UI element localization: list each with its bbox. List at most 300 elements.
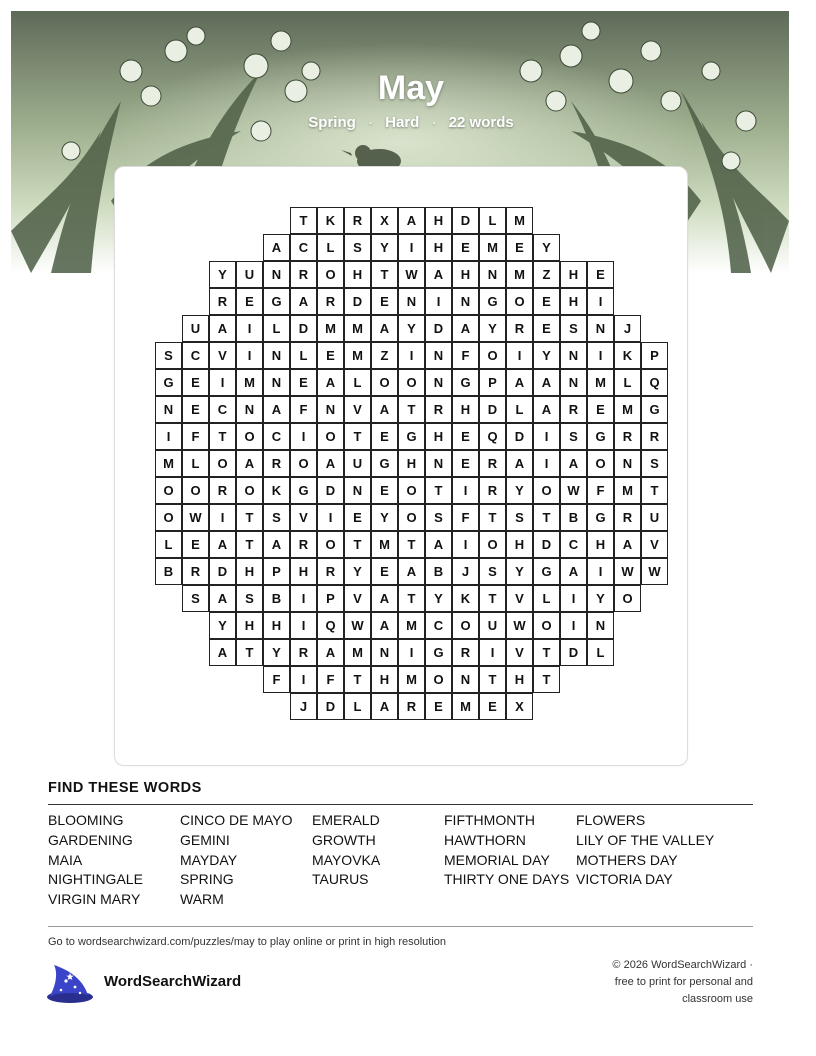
- grid-cell[interactable]: J: [614, 315, 641, 342]
- grid-cell[interactable]: A: [209, 585, 236, 612]
- grid-cell[interactable]: M: [155, 450, 182, 477]
- grid-cell[interactable]: N: [263, 369, 290, 396]
- grid-cell[interactable]: J: [452, 558, 479, 585]
- grid-cell[interactable]: H: [506, 531, 533, 558]
- grid-cell[interactable]: T: [641, 477, 668, 504]
- grid-cell[interactable]: O: [290, 450, 317, 477]
- grid-cell[interactable]: M: [506, 261, 533, 288]
- grid-cell[interactable]: A: [425, 261, 452, 288]
- grid-cell[interactable]: E: [236, 288, 263, 315]
- grid-cell[interactable]: H: [560, 261, 587, 288]
- grid-cell[interactable]: E: [317, 342, 344, 369]
- grid-cell[interactable]: G: [290, 477, 317, 504]
- grid-cell[interactable]: D: [452, 207, 479, 234]
- grid-cell[interactable]: V: [344, 585, 371, 612]
- grid-cell[interactable]: O: [236, 423, 263, 450]
- grid-cell[interactable]: N: [317, 396, 344, 423]
- grid-cell[interactable]: I: [479, 639, 506, 666]
- grid-cell[interactable]: H: [263, 612, 290, 639]
- grid-cell[interactable]: R: [479, 450, 506, 477]
- grid-cell[interactable]: S: [155, 342, 182, 369]
- grid-cell[interactable]: V: [506, 585, 533, 612]
- grid-cell[interactable]: Z: [533, 261, 560, 288]
- grid-cell[interactable]: I: [452, 477, 479, 504]
- grid-cell[interactable]: K: [317, 207, 344, 234]
- grid-cell[interactable]: T: [344, 531, 371, 558]
- grid-cell[interactable]: R: [317, 288, 344, 315]
- grid-cell[interactable]: T: [479, 585, 506, 612]
- grid-cell[interactable]: H: [344, 261, 371, 288]
- grid-cell[interactable]: R: [614, 423, 641, 450]
- grid-cell[interactable]: D: [290, 315, 317, 342]
- grid-cell[interactable]: O: [398, 504, 425, 531]
- grid-cell[interactable]: I: [290, 423, 317, 450]
- grid-cell[interactable]: S: [641, 450, 668, 477]
- grid-cell[interactable]: F: [452, 504, 479, 531]
- grid-cell[interactable]: Y: [506, 558, 533, 585]
- grid-cell[interactable]: I: [560, 585, 587, 612]
- grid-cell[interactable]: A: [452, 315, 479, 342]
- grid-cell[interactable]: A: [371, 585, 398, 612]
- grid-cell[interactable]: O: [371, 369, 398, 396]
- grid-cell[interactable]: D: [560, 639, 587, 666]
- grid-cell[interactable]: G: [587, 504, 614, 531]
- grid-cell[interactable]: O: [506, 288, 533, 315]
- grid-cell[interactable]: V: [290, 504, 317, 531]
- grid-cell[interactable]: L: [614, 369, 641, 396]
- grid-cell[interactable]: M: [614, 396, 641, 423]
- grid-cell[interactable]: R: [317, 558, 344, 585]
- grid-cell[interactable]: Q: [479, 423, 506, 450]
- grid-cell[interactable]: M: [614, 477, 641, 504]
- grid-cell[interactable]: K: [452, 585, 479, 612]
- grid-cell[interactable]: T: [533, 666, 560, 693]
- grid-cell[interactable]: I: [398, 234, 425, 261]
- grid-cell[interactable]: I: [398, 342, 425, 369]
- grid-cell[interactable]: E: [587, 396, 614, 423]
- grid-cell[interactable]: O: [236, 477, 263, 504]
- grid-cell[interactable]: T: [533, 504, 560, 531]
- grid-cell[interactable]: E: [371, 477, 398, 504]
- grid-cell[interactable]: H: [452, 396, 479, 423]
- grid-cell[interactable]: G: [533, 558, 560, 585]
- grid-cell[interactable]: H: [398, 450, 425, 477]
- grid-cell[interactable]: I: [560, 612, 587, 639]
- grid-cell[interactable]: R: [641, 423, 668, 450]
- grid-cell[interactable]: D: [506, 423, 533, 450]
- grid-cell[interactable]: E: [344, 504, 371, 531]
- grid-cell[interactable]: L: [506, 396, 533, 423]
- grid-cell[interactable]: E: [452, 234, 479, 261]
- grid-cell[interactable]: Y: [398, 315, 425, 342]
- grid-cell[interactable]: E: [290, 369, 317, 396]
- grid-cell[interactable]: G: [587, 423, 614, 450]
- grid-cell[interactable]: M: [452, 693, 479, 720]
- grid-cell[interactable]: E: [506, 234, 533, 261]
- grid-cell[interactable]: O: [155, 504, 182, 531]
- grid-cell[interactable]: L: [290, 342, 317, 369]
- grid-cell[interactable]: R: [560, 396, 587, 423]
- grid-cell[interactable]: A: [263, 234, 290, 261]
- grid-cell[interactable]: Q: [317, 612, 344, 639]
- grid-cell[interactable]: Y: [371, 504, 398, 531]
- grid-cell[interactable]: W: [398, 261, 425, 288]
- grid-cell[interactable]: N: [425, 342, 452, 369]
- grid-cell[interactable]: D: [317, 477, 344, 504]
- grid-cell[interactable]: A: [290, 288, 317, 315]
- grid-cell[interactable]: L: [344, 693, 371, 720]
- grid-cell[interactable]: G: [641, 396, 668, 423]
- grid-cell[interactable]: I: [425, 288, 452, 315]
- grid-cell[interactable]: W: [182, 504, 209, 531]
- grid-cell[interactable]: E: [452, 423, 479, 450]
- grid-cell[interactable]: N: [236, 396, 263, 423]
- grid-cell[interactable]: O: [587, 450, 614, 477]
- grid-cell[interactable]: E: [182, 396, 209, 423]
- grid-cell[interactable]: P: [263, 558, 290, 585]
- grid-cell[interactable]: D: [533, 531, 560, 558]
- grid-cell[interactable]: Z: [371, 342, 398, 369]
- grid-cell[interactable]: L: [587, 639, 614, 666]
- grid-cell[interactable]: Q: [641, 369, 668, 396]
- grid-cell[interactable]: A: [263, 396, 290, 423]
- grid-cell[interactable]: Y: [425, 585, 452, 612]
- grid-cell[interactable]: I: [209, 369, 236, 396]
- grid-cell[interactable]: O: [425, 666, 452, 693]
- grid-cell[interactable]: U: [479, 612, 506, 639]
- grid-cell[interactable]: A: [560, 450, 587, 477]
- grid-cell[interactable]: H: [236, 612, 263, 639]
- grid-cell[interactable]: N: [263, 261, 290, 288]
- grid-cell[interactable]: S: [263, 504, 290, 531]
- grid-cell[interactable]: A: [506, 450, 533, 477]
- grid-cell[interactable]: Y: [533, 342, 560, 369]
- grid-cell[interactable]: M: [398, 666, 425, 693]
- grid-cell[interactable]: Y: [209, 612, 236, 639]
- grid-cell[interactable]: O: [155, 477, 182, 504]
- grid-cell[interactable]: L: [155, 531, 182, 558]
- grid-cell[interactable]: S: [425, 504, 452, 531]
- grid-cell[interactable]: N: [587, 315, 614, 342]
- grid-cell[interactable]: O: [533, 477, 560, 504]
- grid-cell[interactable]: T: [209, 423, 236, 450]
- grid-cell[interactable]: L: [479, 207, 506, 234]
- grid-cell[interactable]: R: [263, 450, 290, 477]
- grid-cell[interactable]: B: [560, 504, 587, 531]
- grid-cell[interactable]: I: [533, 450, 560, 477]
- grid-cell[interactable]: E: [533, 315, 560, 342]
- grid-cell[interactable]: A: [317, 369, 344, 396]
- grid-cell[interactable]: M: [587, 369, 614, 396]
- grid-cell[interactable]: O: [452, 612, 479, 639]
- grid-cell[interactable]: W: [560, 477, 587, 504]
- grid-cell[interactable]: M: [371, 531, 398, 558]
- grid-cell[interactable]: A: [506, 369, 533, 396]
- grid-cell[interactable]: Y: [506, 477, 533, 504]
- grid-cell[interactable]: N: [560, 369, 587, 396]
- grid-cell[interactable]: R: [290, 261, 317, 288]
- grid-cell[interactable]: H: [236, 558, 263, 585]
- grid-cell[interactable]: I: [452, 531, 479, 558]
- grid-cell[interactable]: O: [614, 585, 641, 612]
- grid-cell[interactable]: A: [209, 531, 236, 558]
- grid-cell[interactable]: R: [209, 288, 236, 315]
- grid-cell[interactable]: M: [344, 315, 371, 342]
- grid-cell[interactable]: H: [587, 531, 614, 558]
- grid-cell[interactable]: N: [452, 288, 479, 315]
- grid-cell[interactable]: C: [263, 423, 290, 450]
- grid-cell[interactable]: A: [533, 396, 560, 423]
- grid-cell[interactable]: I: [209, 504, 236, 531]
- grid-cell[interactable]: L: [317, 234, 344, 261]
- grid-cell[interactable]: I: [290, 666, 317, 693]
- grid-cell[interactable]: W: [344, 612, 371, 639]
- grid-cell[interactable]: O: [398, 477, 425, 504]
- grid-cell[interactable]: S: [344, 234, 371, 261]
- grid-cell[interactable]: G: [452, 369, 479, 396]
- grid-cell[interactable]: P: [479, 369, 506, 396]
- grid-cell[interactable]: O: [317, 261, 344, 288]
- grid-cell[interactable]: F: [290, 396, 317, 423]
- grid-cell[interactable]: I: [290, 612, 317, 639]
- grid-cell[interactable]: G: [263, 288, 290, 315]
- grid-cell[interactable]: R: [506, 315, 533, 342]
- grid-cell[interactable]: R: [290, 639, 317, 666]
- grid-cell[interactable]: I: [587, 558, 614, 585]
- grid-cell[interactable]: N: [614, 450, 641, 477]
- grid-cell[interactable]: A: [614, 531, 641, 558]
- grid-cell[interactable]: N: [371, 639, 398, 666]
- grid-cell[interactable]: S: [560, 315, 587, 342]
- grid-cell[interactable]: C: [209, 396, 236, 423]
- grid-cell[interactable]: I: [155, 423, 182, 450]
- grid-cell[interactable]: L: [263, 315, 290, 342]
- grid-cell[interactable]: U: [641, 504, 668, 531]
- grid-cell[interactable]: E: [371, 423, 398, 450]
- grid-cell[interactable]: E: [182, 369, 209, 396]
- grid-cell[interactable]: E: [371, 558, 398, 585]
- grid-cell[interactable]: F: [317, 666, 344, 693]
- grid-cell[interactable]: H: [425, 207, 452, 234]
- grid-cell[interactable]: O: [182, 477, 209, 504]
- grid-cell[interactable]: M: [344, 639, 371, 666]
- grid-cell[interactable]: I: [506, 342, 533, 369]
- grid-cell[interactable]: K: [263, 477, 290, 504]
- grid-cell[interactable]: T: [236, 504, 263, 531]
- grid-cell[interactable]: R: [425, 396, 452, 423]
- grid-cell[interactable]: N: [425, 369, 452, 396]
- grid-cell[interactable]: W: [641, 558, 668, 585]
- grid-cell[interactable]: E: [182, 531, 209, 558]
- grid-cell[interactable]: R: [344, 207, 371, 234]
- grid-cell[interactable]: I: [587, 288, 614, 315]
- grid-cell[interactable]: A: [371, 693, 398, 720]
- grid-cell[interactable]: U: [236, 261, 263, 288]
- grid-cell[interactable]: D: [344, 288, 371, 315]
- grid-cell[interactable]: E: [425, 693, 452, 720]
- grid-cell[interactable]: Y: [371, 234, 398, 261]
- grid-cell[interactable]: V: [506, 639, 533, 666]
- grid-cell[interactable]: E: [371, 288, 398, 315]
- grid-cell[interactable]: S: [236, 585, 263, 612]
- grid-cell[interactable]: R: [290, 531, 317, 558]
- grid-cell[interactable]: T: [344, 666, 371, 693]
- grid-cell[interactable]: T: [479, 666, 506, 693]
- grid-cell[interactable]: D: [317, 693, 344, 720]
- grid-cell[interactable]: A: [398, 207, 425, 234]
- grid-cell[interactable]: Y: [263, 639, 290, 666]
- grid-cell[interactable]: H: [506, 666, 533, 693]
- grid-cell[interactable]: I: [587, 342, 614, 369]
- grid-cell[interactable]: G: [398, 423, 425, 450]
- grid-cell[interactable]: R: [614, 504, 641, 531]
- grid-cell[interactable]: X: [371, 207, 398, 234]
- grid-cell[interactable]: T: [425, 477, 452, 504]
- grid-cell[interactable]: E: [533, 288, 560, 315]
- grid-cell[interactable]: I: [398, 639, 425, 666]
- grid-cell[interactable]: T: [290, 207, 317, 234]
- grid-cell[interactable]: A: [263, 531, 290, 558]
- grid-cell[interactable]: F: [263, 666, 290, 693]
- grid-cell[interactable]: I: [236, 315, 263, 342]
- grid-cell[interactable]: U: [344, 450, 371, 477]
- grid-cell[interactable]: A: [425, 531, 452, 558]
- grid-cell[interactable]: A: [560, 558, 587, 585]
- grid-cell[interactable]: M: [479, 234, 506, 261]
- grid-cell[interactable]: R: [452, 639, 479, 666]
- grid-cell[interactable]: M: [236, 369, 263, 396]
- grid-cell[interactable]: I: [533, 423, 560, 450]
- grid-cell[interactable]: O: [479, 531, 506, 558]
- grid-cell[interactable]: Y: [479, 315, 506, 342]
- grid-cell[interactable]: G: [479, 288, 506, 315]
- grid-cell[interactable]: J: [290, 693, 317, 720]
- grid-cell[interactable]: G: [425, 639, 452, 666]
- grid-cell[interactable]: N: [560, 342, 587, 369]
- grid-cell[interactable]: F: [182, 423, 209, 450]
- grid-cell[interactable]: N: [479, 261, 506, 288]
- grid-cell[interactable]: O: [398, 369, 425, 396]
- grid-cell[interactable]: V: [344, 396, 371, 423]
- grid-cell[interactable]: Y: [209, 261, 236, 288]
- grid-cell[interactable]: L: [344, 369, 371, 396]
- grid-cell[interactable]: N: [587, 612, 614, 639]
- grid-cell[interactable]: O: [209, 450, 236, 477]
- grid-cell[interactable]: A: [533, 369, 560, 396]
- grid-cell[interactable]: I: [290, 585, 317, 612]
- grid-cell[interactable]: C: [560, 531, 587, 558]
- grid-cell[interactable]: A: [371, 612, 398, 639]
- grid-cell[interactable]: Y: [533, 234, 560, 261]
- grid-cell[interactable]: B: [425, 558, 452, 585]
- grid-cell[interactable]: V: [209, 342, 236, 369]
- grid-cell[interactable]: G: [155, 369, 182, 396]
- grid-cell[interactable]: T: [398, 396, 425, 423]
- grid-cell[interactable]: H: [290, 558, 317, 585]
- grid-cell[interactable]: T: [236, 639, 263, 666]
- grid-cell[interactable]: H: [560, 288, 587, 315]
- grid-cell[interactable]: W: [614, 558, 641, 585]
- grid-cell[interactable]: A: [209, 315, 236, 342]
- grid-cell[interactable]: L: [533, 585, 560, 612]
- grid-cell[interactable]: B: [263, 585, 290, 612]
- grid-cell[interactable]: C: [425, 612, 452, 639]
- grid-cell[interactable]: M: [398, 612, 425, 639]
- grid-cell[interactable]: O: [479, 342, 506, 369]
- grid-cell[interactable]: F: [587, 477, 614, 504]
- grid-cell[interactable]: X: [506, 693, 533, 720]
- grid-cell[interactable]: S: [560, 423, 587, 450]
- grid-cell[interactable]: B: [155, 558, 182, 585]
- grid-cell[interactable]: V: [641, 531, 668, 558]
- grid-cell[interactable]: L: [182, 450, 209, 477]
- grid-cell[interactable]: N: [344, 477, 371, 504]
- grid-cell[interactable]: R: [182, 558, 209, 585]
- grid-cell[interactable]: E: [587, 261, 614, 288]
- grid-cell[interactable]: K: [614, 342, 641, 369]
- grid-cell[interactable]: E: [479, 693, 506, 720]
- grid-cell[interactable]: E: [452, 450, 479, 477]
- grid-cell[interactable]: T: [371, 261, 398, 288]
- grid-cell[interactable]: M: [344, 342, 371, 369]
- grid-cell[interactable]: O: [533, 612, 560, 639]
- grid-cell[interactable]: A: [371, 315, 398, 342]
- grid-cell[interactable]: N: [398, 288, 425, 315]
- grid-cell[interactable]: W: [506, 612, 533, 639]
- grid-cell[interactable]: O: [317, 531, 344, 558]
- grid-cell[interactable]: P: [317, 585, 344, 612]
- grid-cell[interactable]: N: [155, 396, 182, 423]
- grid-cell[interactable]: Y: [587, 585, 614, 612]
- grid-cell[interactable]: H: [425, 234, 452, 261]
- grid-cell[interactable]: R: [479, 477, 506, 504]
- grid-cell[interactable]: T: [344, 423, 371, 450]
- footer-link-text[interactable]: Go to wordsearchwizard.com/puzzles/may to play online or print in high resolution: [48, 936, 447, 948]
- grid-cell[interactable]: T: [236, 531, 263, 558]
- grid-cell[interactable]: D: [209, 558, 236, 585]
- grid-cell[interactable]: T: [533, 639, 560, 666]
- grid-cell[interactable]: S: [479, 558, 506, 585]
- grid-cell[interactable]: A: [317, 639, 344, 666]
- grid-cell[interactable]: Y: [344, 558, 371, 585]
- grid-cell[interactable]: A: [371, 396, 398, 423]
- grid-cell[interactable]: S: [506, 504, 533, 531]
- grid-cell[interactable]: N: [263, 342, 290, 369]
- grid-cell[interactable]: A: [236, 450, 263, 477]
- grid-cell[interactable]: C: [290, 234, 317, 261]
- grid-cell[interactable]: R: [398, 693, 425, 720]
- grid-cell[interactable]: I: [236, 342, 263, 369]
- grid-cell[interactable]: A: [398, 558, 425, 585]
- grid-cell[interactable]: C: [182, 342, 209, 369]
- grid-cell[interactable]: M: [317, 315, 344, 342]
- grid-cell[interactable]: N: [452, 666, 479, 693]
- grid-cell[interactable]: M: [506, 207, 533, 234]
- grid-cell[interactable]: A: [317, 450, 344, 477]
- grid-cell[interactable]: I: [317, 504, 344, 531]
- grid-cell[interactable]: F: [452, 342, 479, 369]
- grid-cell[interactable]: T: [479, 504, 506, 531]
- grid-cell[interactable]: S: [182, 585, 209, 612]
- grid-cell[interactable]: N: [425, 450, 452, 477]
- grid-cell[interactable]: T: [398, 585, 425, 612]
- grid-cell[interactable]: H: [371, 666, 398, 693]
- grid-cell[interactable]: T: [398, 531, 425, 558]
- grid-cell[interactable]: H: [425, 423, 452, 450]
- grid-cell[interactable]: D: [425, 315, 452, 342]
- grid-cell[interactable]: D: [479, 396, 506, 423]
- grid-cell[interactable]: P: [641, 342, 668, 369]
